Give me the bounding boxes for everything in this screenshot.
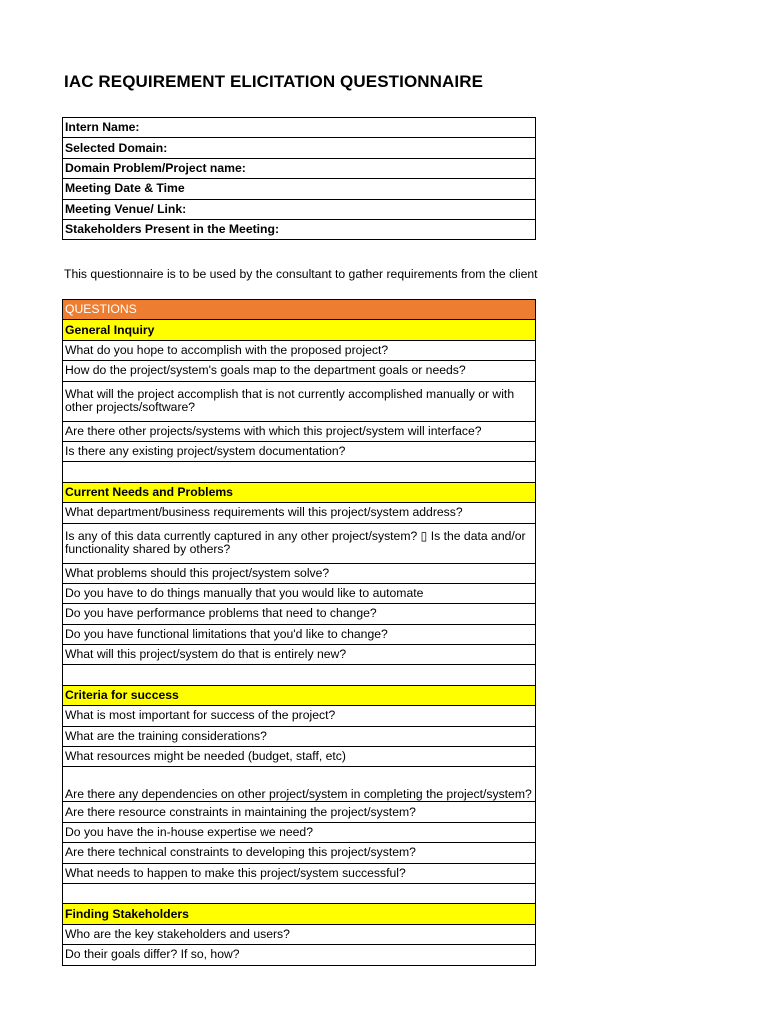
info-row bbox=[63, 118, 536, 138]
question-item: Are there resource constraints in maintaining the project/system? bbox=[63, 802, 536, 822]
question-item: Is there any existing project/system documentation? bbox=[63, 441, 536, 461]
empty-row bbox=[63, 883, 536, 903]
questions-header: QUESTIONS bbox=[63, 300, 536, 320]
question-item: What needs to happen to make this project/system successful? bbox=[63, 863, 536, 883]
info-table bbox=[62, 117, 536, 240]
question-item: Do you have performance problems that need to change? bbox=[63, 604, 536, 624]
question-item: What department/business requirements will this project/system address? bbox=[63, 503, 536, 523]
intern-name-label: Intern Name: bbox=[63, 118, 536, 138]
info-row bbox=[63, 138, 536, 158]
question-item: Do you have functional limitations that you'd like to change? bbox=[63, 624, 536, 644]
question-item-text: Are there any dependencies on other project/system in completing the project/system? bbox=[65, 787, 532, 802]
question-item: How do the project/system's goals map to the department goals or needs? bbox=[63, 361, 536, 381]
meeting-date-label: Meeting Date & Time bbox=[63, 179, 536, 199]
question-item: Do their goals differ? If so, how? bbox=[63, 945, 536, 965]
question-item: What will the project accomplish that is not currently accomplished manually or with other projects/software? bbox=[63, 381, 536, 421]
question-item: What will this project/system do that is entirely new? bbox=[63, 645, 536, 665]
section-title-general: General Inquiry bbox=[63, 320, 536, 340]
question-item: What is most important for success of the project? bbox=[63, 706, 536, 726]
section-title-criteria: Criteria for success bbox=[63, 685, 536, 705]
intro-text: This questionnaire is to be used by the consultant to gather requirements from the client bbox=[64, 267, 538, 281]
section-title-stakeholders: Finding Stakeholders bbox=[63, 904, 536, 924]
document-title: IAC REQUIREMENT ELICITATION QUESTIONNAIRE bbox=[64, 72, 484, 91]
question-item: Do you have the in-house expertise we need? bbox=[63, 822, 536, 842]
question-item: Are there technical constraints to developing this project/system? bbox=[63, 843, 536, 863]
question-item: What problems should this project/system solve? bbox=[63, 563, 536, 583]
question-item: Is any of this data currently captured in any other project/system? ▯ Is the data and/or functionality shared by others? bbox=[63, 523, 536, 563]
info-row bbox=[63, 199, 536, 219]
info-row bbox=[63, 179, 536, 199]
section-title-needs: Current Needs and Problems bbox=[63, 482, 536, 502]
question-item: Who are the key stakeholders and users? bbox=[63, 924, 536, 944]
project-name-label: Domain Problem/Project name: bbox=[63, 158, 536, 178]
questions-table bbox=[62, 299, 536, 966]
question-item: What resources might be needed (budget, staff, etc) bbox=[63, 747, 536, 767]
question-item: What do you hope to accomplish with the proposed project? bbox=[63, 340, 536, 360]
meeting-venue-label: Meeting Venue/ Link: bbox=[63, 199, 536, 219]
question-item: Do you have to do things manually that you would like to automate bbox=[63, 583, 536, 603]
question-item-clipped bbox=[63, 767, 536, 802]
info-row bbox=[63, 219, 536, 239]
empty-row bbox=[63, 462, 536, 482]
selected-domain-label: Selected Domain: bbox=[63, 138, 536, 158]
empty-row bbox=[63, 665, 536, 685]
question-item: Are there other projects/systems with which this project/system will interface? bbox=[63, 421, 536, 441]
stakeholders-present-label: Stakeholders Present in the Meeting: bbox=[63, 219, 536, 239]
info-row bbox=[63, 158, 536, 178]
question-item: What are the training considerations? bbox=[63, 726, 536, 746]
